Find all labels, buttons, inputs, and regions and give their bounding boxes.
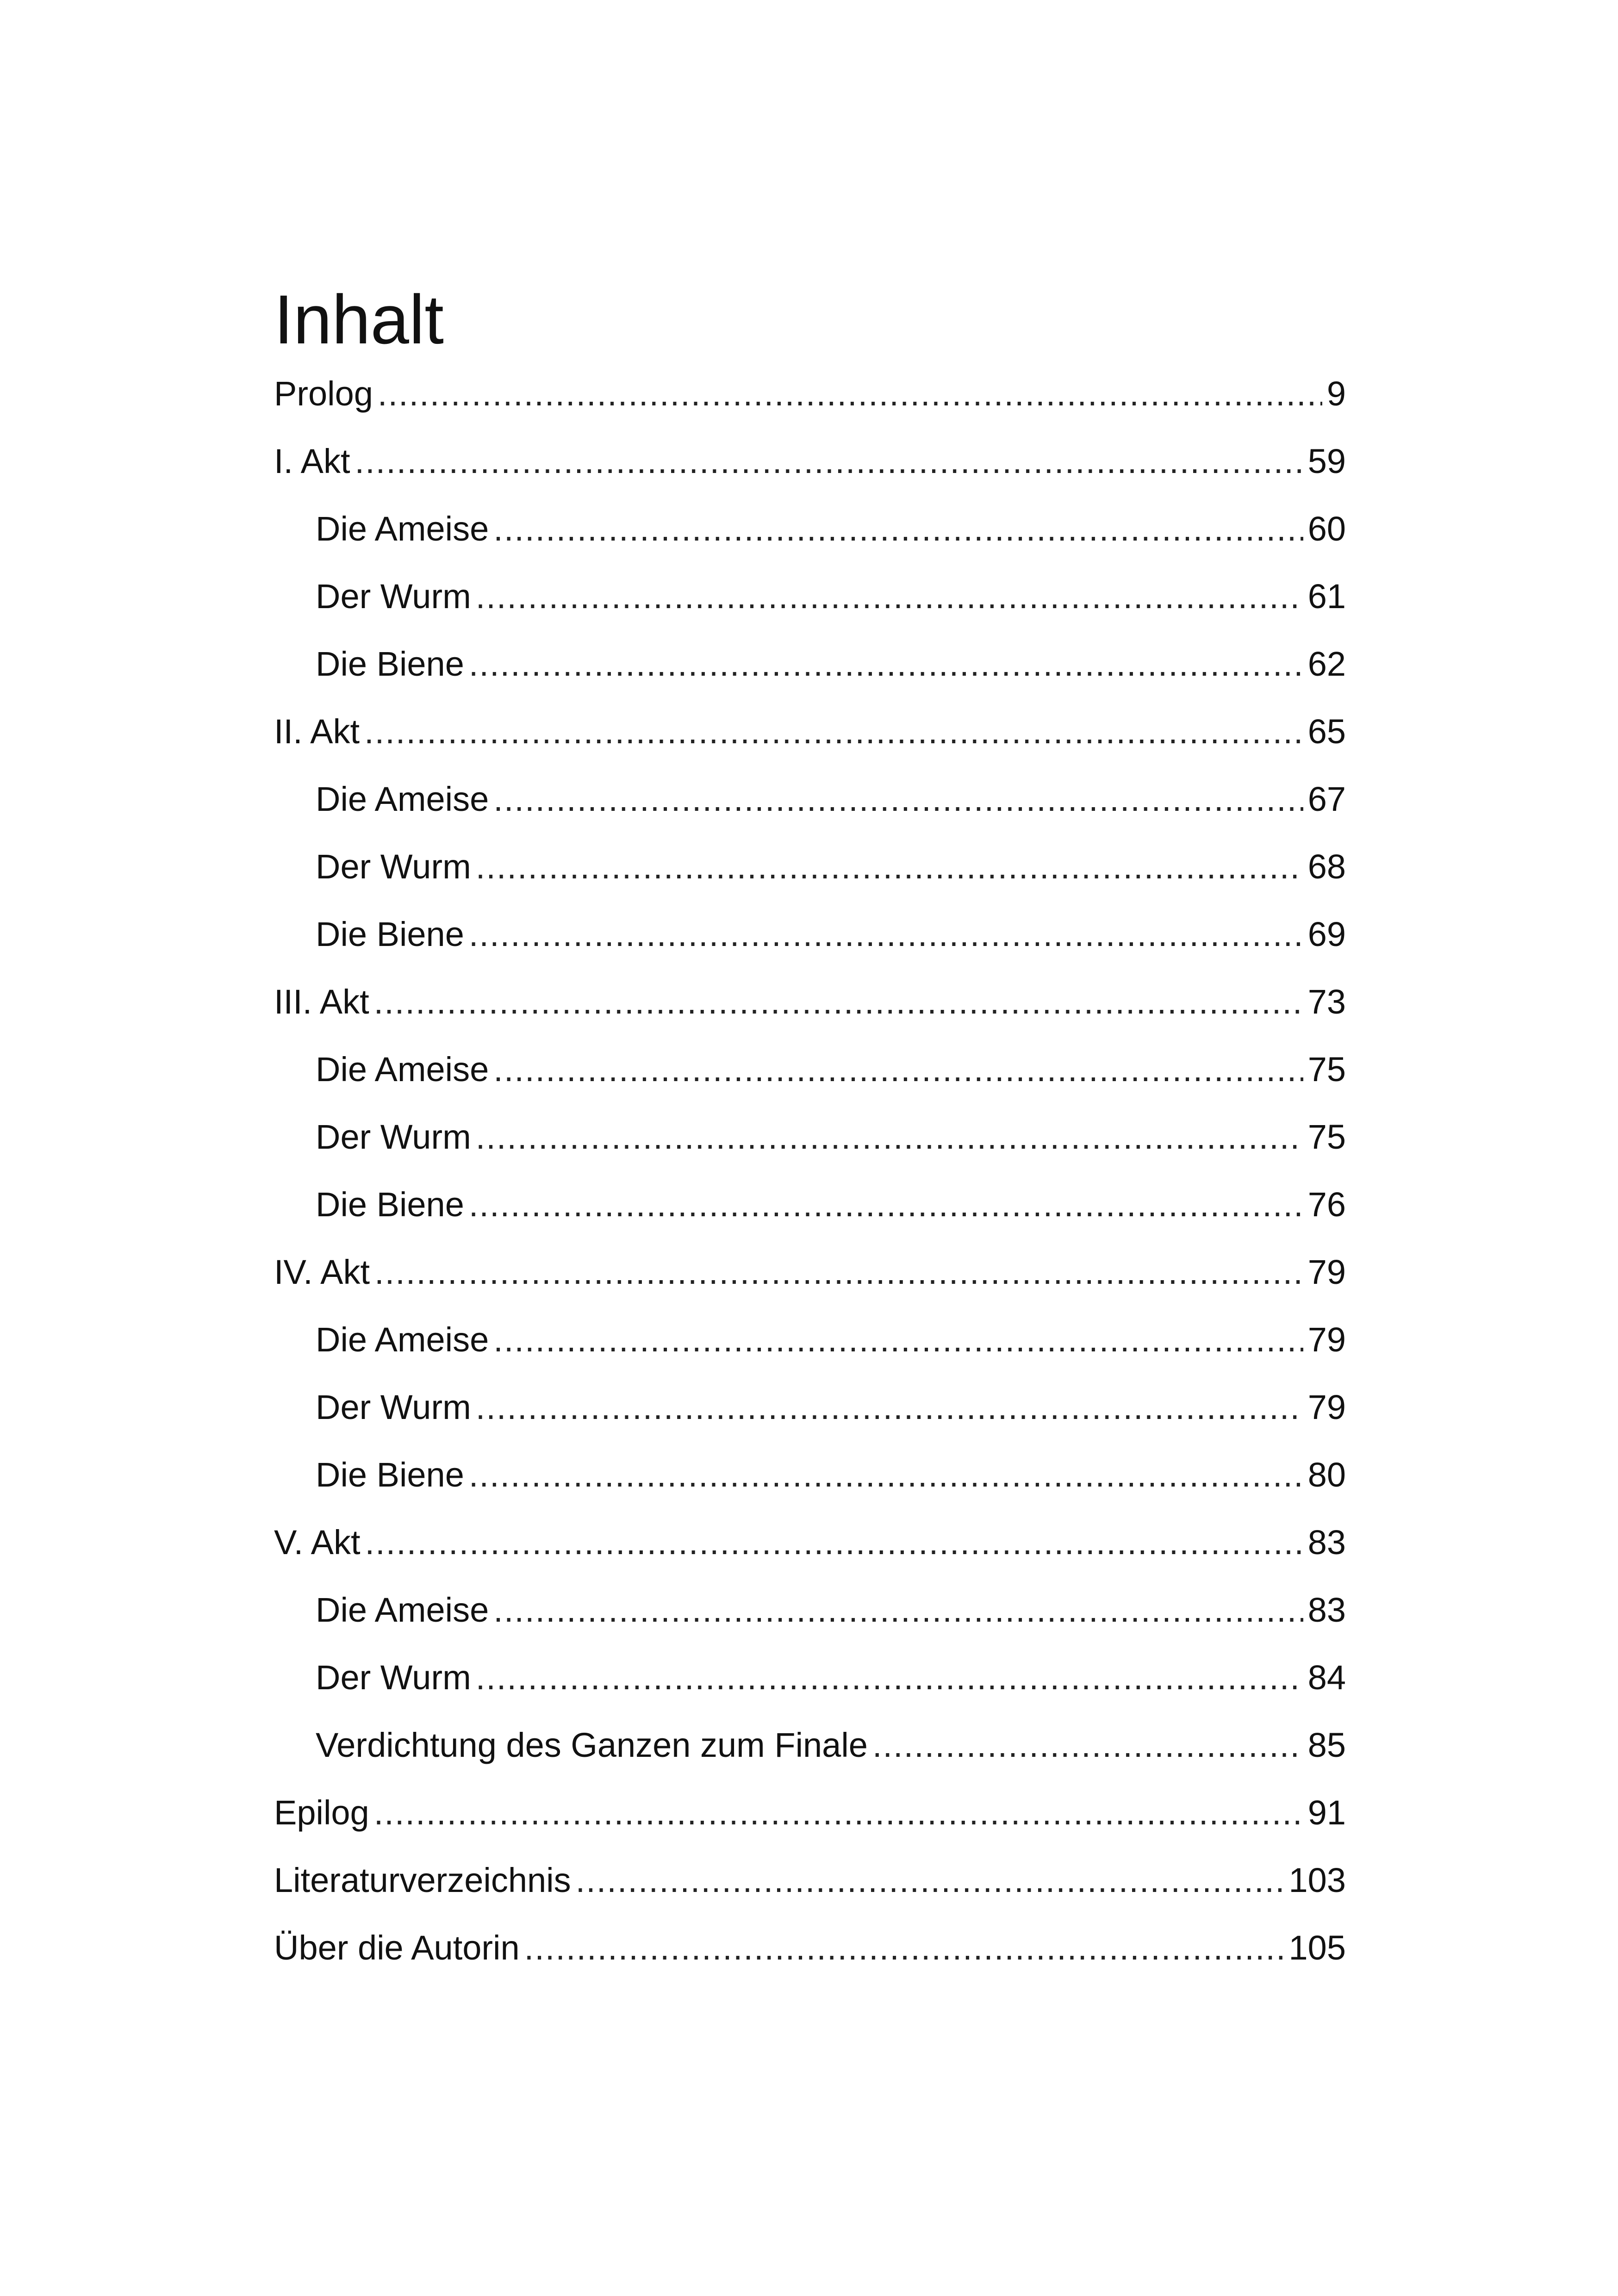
toc-entry-akt-2-wurm[interactable] xyxy=(274,841,1346,909)
toc-entry-akt-5-finale[interactable] xyxy=(274,1720,1346,1787)
toc-entry-label: Verdichtung des Ganzen zum Finale xyxy=(316,1726,868,1764)
toc-entry-page: 59 xyxy=(1307,442,1346,480)
toc-entry-akt-1-wurm[interactable] xyxy=(274,571,1346,639)
toc-entry-akt-2-ameise[interactable] xyxy=(274,774,1346,841)
toc-entry-page: 105 xyxy=(1288,1929,1346,1967)
toc-entry-page: 61 xyxy=(1307,577,1346,616)
dot-leader xyxy=(576,1855,1284,1906)
toc-entry-page: 84 xyxy=(1307,1658,1346,1697)
table-of-contents xyxy=(274,368,1346,1990)
toc-entry-page: 62 xyxy=(1307,645,1346,683)
dot-leader xyxy=(476,1112,1303,1163)
toc-entry-page: 65 xyxy=(1307,712,1346,751)
dot-leader xyxy=(469,909,1303,960)
toc-entry-label: III. Akt xyxy=(274,983,369,1021)
toc-entry-page: 68 xyxy=(1307,847,1346,886)
toc-entry-label: II. Akt xyxy=(274,712,360,751)
dot-leader xyxy=(469,639,1303,690)
dot-leader xyxy=(469,1450,1303,1500)
toc-entry-akt-4-wurm[interactable] xyxy=(274,1382,1346,1450)
dot-leader xyxy=(493,1044,1303,1095)
toc-entry-label: Die Ameise xyxy=(316,780,489,818)
toc-entry-akt-2-biene[interactable] xyxy=(274,909,1346,977)
toc-entry-label: Epilog xyxy=(274,1793,369,1832)
toc-entry-epilog[interactable] xyxy=(274,1787,1346,1855)
dot-leader xyxy=(524,1923,1284,1973)
toc-entry-page: 83 xyxy=(1307,1523,1346,1562)
toc-entry-akt-4-ameise[interactable] xyxy=(274,1314,1346,1382)
toc-entry-prolog[interactable] xyxy=(274,368,1346,436)
toc-title: Inhalt xyxy=(274,280,444,358)
toc-entry-akt-3-wurm[interactable] xyxy=(274,1112,1346,1179)
dot-leader xyxy=(476,841,1303,892)
toc-entry-label: Die Biene xyxy=(316,645,464,683)
toc-entry-akt-2[interactable] xyxy=(274,706,1346,774)
toc-entry-page: 60 xyxy=(1307,510,1346,548)
dot-leader xyxy=(378,368,1322,419)
toc-entry-page: 79 xyxy=(1307,1388,1346,1426)
toc-entry-akt-4[interactable] xyxy=(274,1247,1346,1314)
toc-entry-label: Der Wurm xyxy=(316,577,471,616)
toc-entry-label: Der Wurm xyxy=(316,847,471,886)
toc-entry-literaturverzeichnis[interactable] xyxy=(274,1855,1346,1923)
dot-leader xyxy=(493,504,1303,554)
toc-entry-page: 69 xyxy=(1307,915,1346,953)
dot-leader xyxy=(364,706,1303,757)
toc-entry-page: 75 xyxy=(1307,1118,1346,1156)
toc-entry-label: Der Wurm xyxy=(316,1118,471,1156)
dot-leader xyxy=(476,1652,1303,1703)
toc-entry-akt-3-ameise[interactable] xyxy=(274,1044,1346,1112)
toc-entry-page: 76 xyxy=(1307,1185,1346,1224)
dot-leader xyxy=(469,1179,1303,1230)
toc-entry-page: 9 xyxy=(1326,374,1346,413)
toc-entry-label: IV. Akt xyxy=(274,1253,370,1291)
toc-entry-akt-5-ameise[interactable] xyxy=(274,1585,1346,1652)
toc-entry-label: Die Biene xyxy=(316,1456,464,1494)
toc-entry-label: Über die Autorin xyxy=(274,1929,520,1967)
toc-entry-label: Die Ameise xyxy=(316,1050,489,1089)
dot-leader xyxy=(872,1720,1303,1771)
dot-leader xyxy=(476,571,1303,622)
toc-entry-label: Die Ameise xyxy=(316,510,489,548)
toc-entry-akt-3[interactable] xyxy=(274,977,1346,1044)
toc-entry-page: 79 xyxy=(1307,1320,1346,1359)
toc-entry-akt-3-biene[interactable] xyxy=(274,1179,1346,1247)
toc-entry-page: 67 xyxy=(1307,780,1346,818)
toc-entry-akt-1[interactable] xyxy=(274,436,1346,504)
dot-leader xyxy=(355,436,1303,487)
toc-entry-label: I. Akt xyxy=(274,442,350,480)
toc-entry-page: 80 xyxy=(1307,1456,1346,1494)
toc-entry-akt-1-biene[interactable] xyxy=(274,639,1346,706)
toc-entry-page: 75 xyxy=(1307,1050,1346,1089)
toc-entry-ueber-die-autorin[interactable] xyxy=(274,1923,1346,1990)
dot-leader xyxy=(374,1787,1303,1838)
toc-entry-label: Prolog xyxy=(274,374,373,413)
toc-entry-akt-5[interactable] xyxy=(274,1517,1346,1585)
dot-leader xyxy=(493,1314,1303,1365)
toc-entry-akt-1-ameise[interactable] xyxy=(274,504,1346,571)
toc-entry-page: 85 xyxy=(1307,1726,1346,1764)
dot-leader xyxy=(493,1585,1303,1636)
toc-entry-page: 91 xyxy=(1307,1793,1346,1832)
toc-entry-label: Der Wurm xyxy=(316,1388,471,1426)
toc-entry-page: 73 xyxy=(1307,983,1346,1021)
toc-entry-label: Die Biene xyxy=(316,1185,464,1224)
toc-entry-label: Der Wurm xyxy=(316,1658,471,1697)
toc-entry-label: Die Ameise xyxy=(316,1320,489,1359)
toc-entry-label: Die Biene xyxy=(316,915,464,953)
dot-leader xyxy=(365,1517,1303,1568)
toc-entry-label: Die Ameise xyxy=(316,1591,489,1629)
dot-leader xyxy=(493,774,1303,825)
dot-leader xyxy=(374,977,1303,1027)
toc-entry-label: V. Akt xyxy=(274,1523,361,1562)
toc-entry-page: 83 xyxy=(1307,1591,1346,1629)
toc-entry-akt-5-wurm[interactable] xyxy=(274,1652,1346,1720)
toc-entry-akt-4-biene[interactable] xyxy=(274,1450,1346,1517)
toc-entry-label: Literaturverzeichnis xyxy=(274,1861,571,1899)
dot-leader xyxy=(374,1247,1303,1298)
toc-entry-page: 79 xyxy=(1307,1253,1346,1291)
dot-leader xyxy=(476,1382,1303,1433)
toc-entry-page: 103 xyxy=(1288,1861,1346,1899)
